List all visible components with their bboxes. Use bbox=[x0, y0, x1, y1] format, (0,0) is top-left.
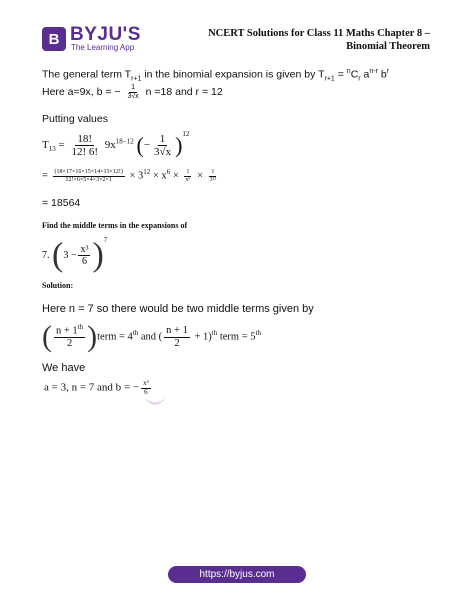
t13-fraction: $\frac{18!}{12! 6!}$ bbox=[71, 132, 99, 158]
mid1-fraction: $\frac{n + 1^{th}}{2}$ bbox=[56, 323, 84, 350]
footer-url-text: https://byjus.com bbox=[199, 569, 275, 580]
step2-equation: = $\frac{(18\times 17\times 16\times 15\times 14\times 13\times 12!)}{12!\times 6\times 5\times 4\times 3\times 2\times 1}$ × $3^{12} \times x^6$ × $\frac{1}{\text{x⁶}}$ × $\frac{1}{\text{3¹²}}$ bbox=[42, 168, 217, 183]
t13-equation: $T_{13}$ = $\frac{18!}{12! 6!}$ $9x^{18-12}$ (− $\frac{1}{3√x}$ )$^{12}$ bbox=[42, 130, 190, 158]
mid2-fraction: $\frac{n + 1}{2}$ bbox=[166, 324, 188, 349]
header-title-line2: Binomial Theorem bbox=[346, 41, 430, 52]
we-have-label: We have bbox=[42, 362, 86, 374]
putting-values-label: Putting values bbox=[42, 113, 108, 125]
header-title-line1: NCERT Solutions for Class 11 Maths Chapter 8 – bbox=[208, 28, 430, 39]
logo-name: BYJU'S bbox=[70, 24, 141, 45]
b-fraction: $\frac{1}{3√x}$ bbox=[127, 84, 139, 100]
result-value: = 18564 bbox=[42, 197, 81, 209]
step2-fraction: $\frac{(18\times 17\times 16\times 15\times 14\times 13\times 12!)}{12!\times 6\times 5\times 4\times 3\times 2\times 1}$ bbox=[54, 169, 123, 183]
solution-label: Solution: bbox=[42, 281, 74, 290]
general-term-line: The general term $T_{r+1}$ in the binomial expansion is given by $T_{r+1} = ^nC_r$ $a^{n-r}$ $b^r$ bbox=[42, 68, 390, 83]
t13-paren-fraction: $\frac{1}{3√x}$ bbox=[154, 132, 172, 158]
middle-terms-equation: ( $\frac{n + 1^{th}}{2}$ )term = 4th and ( $\frac{n + 1}{2}$ + 1)$^{th}$ term = 5th bbox=[42, 320, 261, 353]
question-fraction: $\frac{\text{x³}}{6}$ bbox=[80, 244, 89, 268]
step2-fraction-x: $\frac{1}{\text{x⁶}}$ bbox=[185, 169, 191, 183]
logo-tagline: The Learning App bbox=[71, 43, 135, 52]
watermark-icon bbox=[143, 396, 167, 412]
values-fraction: $\frac{\text{x³}}{6}$ bbox=[143, 379, 149, 396]
here-n7-line: Here n = 7 so there would be two middle terms given by bbox=[42, 303, 314, 315]
question-7: 7. (3 − $\frac{\text{x³}}{6}$ )$^7$ bbox=[42, 236, 108, 274]
here-values-line: Here a=9x, b = − $\frac{1}{3√x}$ n =18 and r = 12 bbox=[42, 84, 223, 100]
footer-url-link[interactable] bbox=[168, 566, 306, 583]
logo-letter: B bbox=[48, 30, 60, 48]
byjus-logo-icon bbox=[42, 27, 66, 51]
values-line: a = 3, n = 7 and b = − $\frac{\text{x³}}{6}$ bbox=[44, 379, 149, 396]
question-heading: Find the middle terms in the expansions of bbox=[42, 221, 188, 230]
step2-fraction-3: $\frac{1}{\text{3¹²}}$ bbox=[209, 169, 217, 183]
